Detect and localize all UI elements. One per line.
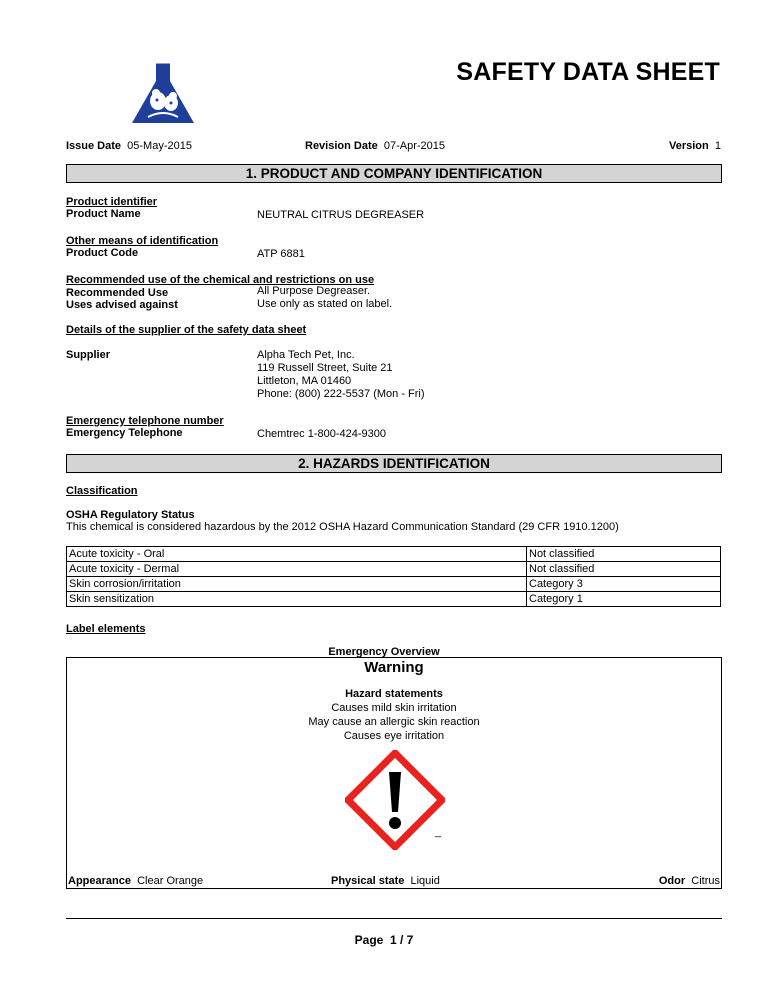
uses-advised-value: Use only as stated on label. xyxy=(257,298,393,310)
product-code-label: Product Code xyxy=(66,247,139,259)
other-means-heading: Other means of identification xyxy=(66,235,219,247)
supplier-label: Supplier xyxy=(66,349,111,361)
physical-state: Physical state Liquid xyxy=(331,875,440,887)
company-logo xyxy=(130,63,196,125)
recommended-use-heading: Recommended use of the chemical and restrictions on use xyxy=(66,274,375,286)
uses-advised-label: Uses advised against xyxy=(66,299,178,311)
product-code-value: ATP 6881 xyxy=(257,248,305,260)
section-1-heading: 1. PRODUCT AND COMPANY IDENTIFICATION xyxy=(66,164,722,183)
emergency-heading: Emergency telephone number xyxy=(66,415,224,427)
hazard-category: Category 1 xyxy=(527,592,721,607)
osha-status-text: This chemical is considered hazardous by the 2012 OSHA Hazard Communication Standard (29 CFR 1910.1200) xyxy=(66,521,619,533)
osha-status-heading: OSHA Regulatory Status xyxy=(66,509,195,521)
table-row xyxy=(67,577,721,592)
hazard-category: Not classified xyxy=(527,562,721,577)
recommended-use-label: Recommended Use xyxy=(66,287,169,299)
appearance: Appearance Clear Orange xyxy=(68,875,204,887)
recommended-use-value: All Purpose Degreaser. xyxy=(257,285,371,297)
product-name-label: Product Name xyxy=(66,208,141,220)
supplier-details-heading: Details of the supplier of the safety data sheet xyxy=(66,324,307,336)
hazard-statement: Causes mild skin irritation xyxy=(331,702,457,714)
product-name-value: NEUTRAL CITRUS DEGREASER xyxy=(257,209,425,221)
section-2-heading: 2. HAZARDS IDENTIFICATION xyxy=(66,454,722,473)
emergency-overview-heading: Emergency Overview xyxy=(328,646,440,658)
classification-table xyxy=(66,546,721,607)
page-number: Page 1 / 7 xyxy=(354,933,414,947)
issue-date: Issue Date 05-May-2015 xyxy=(66,140,192,152)
table-row xyxy=(67,562,721,577)
version: Version 1 xyxy=(669,140,721,152)
hazard-class: Acute toxicity - Oral xyxy=(69,548,165,560)
emergency-label: Emergency Telephone xyxy=(66,427,183,439)
emergency-overview-box xyxy=(66,657,722,889)
table-row xyxy=(67,547,721,562)
classification-heading: Classification xyxy=(66,485,138,497)
table-row xyxy=(67,592,721,607)
signal-word: Warning xyxy=(364,659,424,676)
hazard-class: Acute toxicity - Dermal xyxy=(69,563,180,575)
hazard-statements-heading: Hazard statements xyxy=(345,688,443,700)
hazard-class: Skin corrosion/irritation xyxy=(69,578,181,590)
hazard-category: Not classified xyxy=(527,547,721,562)
revision-date: Revision Date 07-Apr-2015 xyxy=(305,140,446,152)
document-title: SAFETY DATA SHEET xyxy=(456,58,720,86)
odor: Odor Citrus xyxy=(658,875,720,887)
hazard-class: Skin sensitization xyxy=(69,593,154,605)
product-identifier-heading: Product identifier xyxy=(66,196,158,208)
pictogram-dash: _ xyxy=(435,826,442,838)
supplier-address: Alpha Tech Pet, Inc. 119 Russell Street, Suite 21 Littleton, MA 01460 Phone: (800) 222-5537 (Mon - Fri) xyxy=(257,349,425,400)
hazard-statement: Causes eye irritation xyxy=(343,730,445,742)
emergency-value: Chemtrec 1-800-424-9300 xyxy=(257,428,387,440)
exclamation-mark-icon xyxy=(345,750,445,850)
hazard-statement: May cause an allergic skin reaction xyxy=(308,716,480,728)
footer-divider xyxy=(66,918,722,919)
hazard-category: Category 3 xyxy=(527,577,721,592)
label-elements-heading: Label elements xyxy=(66,623,146,635)
